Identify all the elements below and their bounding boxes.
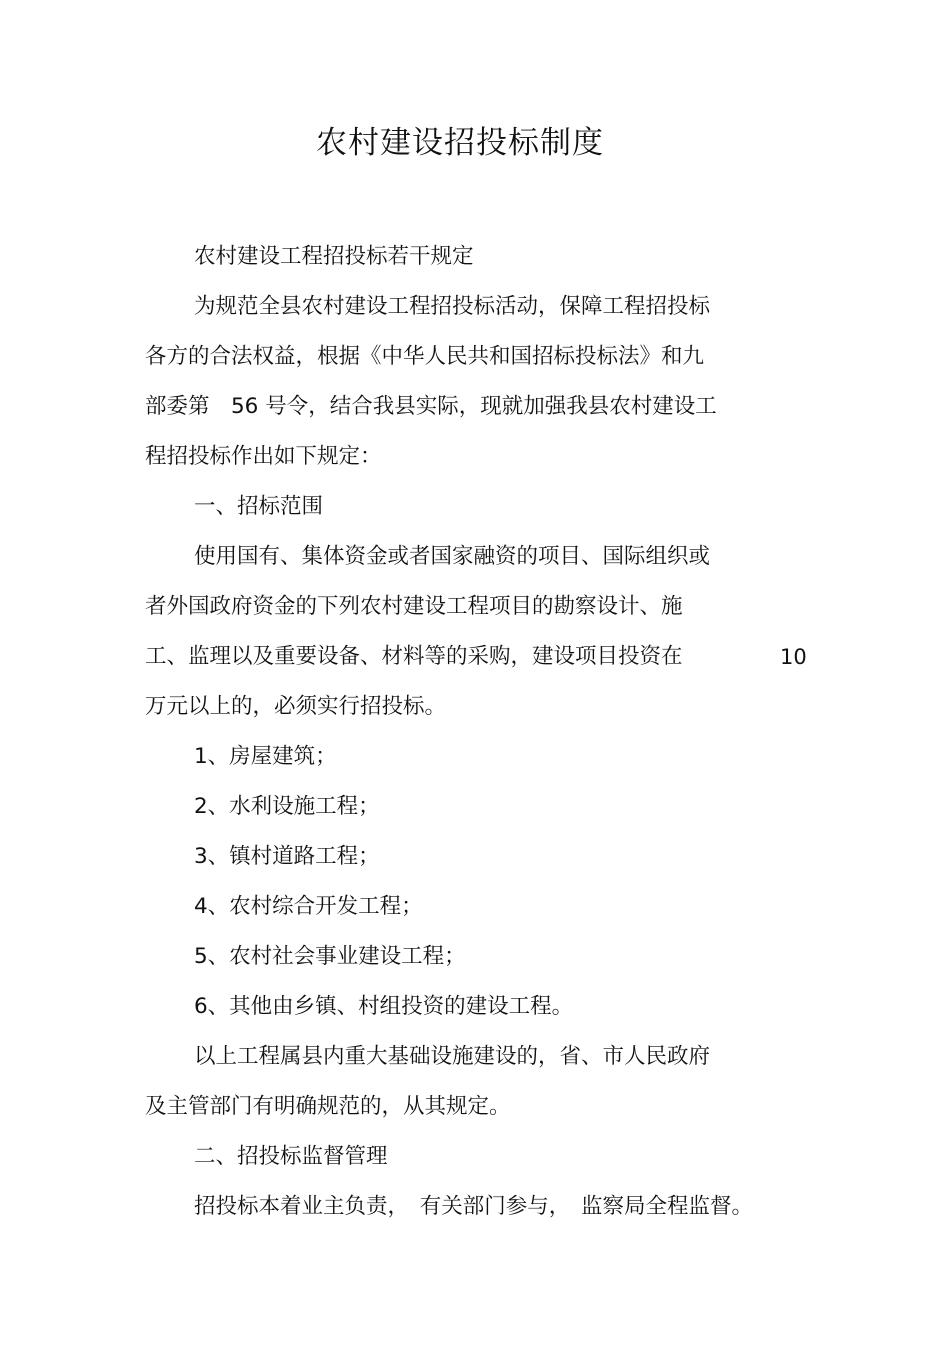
intro-line-1: 为规范全县农村建设工程招投标活动，保障工程招投标: [194, 294, 711, 319]
section-1-para-line-4: 万元以上的，必须实行招投标。: [145, 694, 447, 719]
list-item: 3、镇村道路工程；: [194, 844, 380, 869]
section-2-line-1: 招投标本着业主负责， 有关部门参与， 监察局全程监督。: [194, 1194, 754, 1219]
intro-line-3: 部委第 56 号令，结合我县实际，现就加强我县农村建设工: [145, 394, 717, 419]
document-subtitle: 农村建设工程招投标若干规定: [194, 244, 474, 269]
section-1-note-line-2: 及主管部门有明确规范的，从其规定。: [145, 1094, 511, 1119]
section-2-heading: 二、招投标监督管理: [194, 1144, 388, 1169]
section-1-note-line-1: 以上工程属县内重大基础设施建设的，省、市人民政府: [194, 1044, 711, 1069]
list-item: 6、其他由乡镇、村组投资的建设工程。: [194, 994, 574, 1019]
list-item: 1、房屋建筑；: [194, 744, 337, 769]
section-1-para-line-2: 者外国政府资金的下列农村建设工程项目的勘察设计、施: [145, 594, 683, 619]
list-item: 2、水利设施工程；: [194, 794, 380, 819]
intro-line-2: 各方的合法权益，根据《中华人民共和国招标投标法》和九: [145, 344, 705, 369]
investment-threshold-number: 10: [780, 645, 807, 669]
section-1-para-line-1: 使用国有、集体资金或者国家融资的项目、国际组织或: [194, 544, 711, 569]
section-1-heading: 一、招标范围: [194, 494, 324, 519]
list-item: 5、农村社会事业建设工程；: [194, 944, 466, 969]
intro-line-4: 程招投标作出如下规定：: [145, 444, 382, 469]
section-1-para-line-3: 工、监理以及重要设备、材料等的采购，建设项目投资在: [145, 644, 683, 669]
list-item: 4、农村综合开发工程；: [194, 894, 423, 919]
document-title: 农村建设招投标制度: [316, 125, 604, 161]
